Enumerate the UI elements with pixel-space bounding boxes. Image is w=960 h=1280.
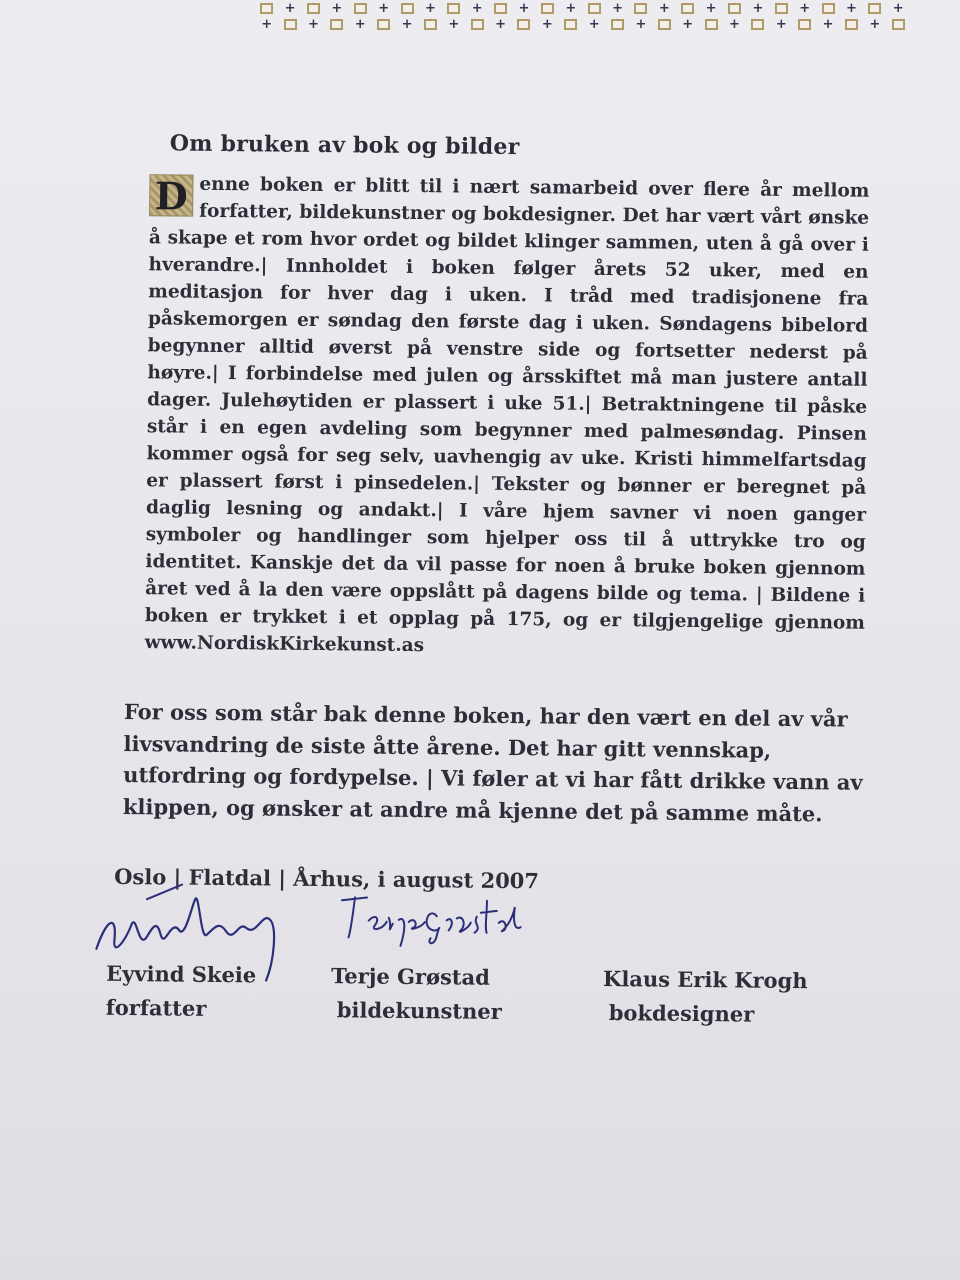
border-ornament xyxy=(629,0,652,16)
border-ornament: + xyxy=(705,0,717,16)
border-ornament xyxy=(372,16,395,32)
border-ornament: + xyxy=(495,16,507,32)
border-ornament xyxy=(582,0,605,16)
border-ornament: + xyxy=(378,0,390,16)
border-ornament xyxy=(723,0,746,16)
intro-paragraph xyxy=(144,170,869,664)
border-ornament xyxy=(676,0,699,16)
border-ornament: + xyxy=(588,16,600,32)
border-ornament xyxy=(770,0,793,16)
border-ornament: + xyxy=(401,16,413,32)
border-ornament: + xyxy=(565,0,577,16)
border-ornament: + xyxy=(682,16,694,32)
border-ornament: + xyxy=(775,16,787,32)
signatory-role: bokdesigner xyxy=(608,1000,755,1027)
signature-terje-grostad xyxy=(336,885,537,957)
closing-paragraph: For oss som står bak denne boken, har den vært en del av vår livsvandring de siste åtte årene. Det har gitt vennskap, utfordring og fordypelse. | Vi føler at vi har fått drikke vann av klippen, og ønsker at andre må kjenne det på samme måte. xyxy=(122,698,863,826)
border-ornament xyxy=(606,16,629,32)
border-ornament: + xyxy=(471,0,483,16)
border-ornament xyxy=(699,16,722,32)
border-ornament: + xyxy=(846,0,857,16)
border-ornament: + xyxy=(612,0,623,16)
border-ornament: + xyxy=(424,0,436,16)
border-ornament: + xyxy=(331,0,343,16)
signatory-2 xyxy=(331,959,503,1029)
signatory-role: bildekunstner xyxy=(336,997,502,1024)
border-ornament: + xyxy=(658,0,670,16)
border-ornament: + xyxy=(822,16,834,32)
border-ornament xyxy=(653,16,676,32)
border-ornament xyxy=(489,0,512,16)
page-title: Om bruken av bok og bilder xyxy=(169,130,520,161)
border-ornament xyxy=(302,0,325,16)
border-ornament xyxy=(349,0,372,16)
border-ornament: + xyxy=(308,16,319,32)
border-ornament: + xyxy=(354,16,366,32)
signatures xyxy=(105,893,862,1051)
border-ornament: + xyxy=(635,16,647,32)
border-ornament xyxy=(255,0,278,16)
border-ornament xyxy=(512,16,535,32)
page-content xyxy=(105,130,870,1051)
signatory-name: Terje Grøstad xyxy=(331,963,491,990)
signatory-role: forfatter xyxy=(105,994,207,1021)
signatory-3 xyxy=(603,962,808,1032)
border-ornament xyxy=(746,16,769,32)
border-ornament xyxy=(536,0,559,16)
border-ornament: + xyxy=(284,0,296,16)
border-ornament xyxy=(419,16,442,32)
border-ornament: + xyxy=(892,0,904,16)
border-ornament xyxy=(793,16,816,32)
border-ornament: + xyxy=(541,16,553,32)
border-ornament: + xyxy=(518,0,530,16)
signatory-name: Klaus Erik Krogh xyxy=(603,966,808,994)
border-ornament xyxy=(816,0,839,16)
border-ornament xyxy=(395,0,418,16)
decorative-border xyxy=(255,0,910,32)
border-ornament xyxy=(325,16,348,32)
border-ornament xyxy=(887,16,910,32)
signatory-1 xyxy=(106,957,257,1027)
border-ornament: + xyxy=(752,0,764,16)
border-ornament: + xyxy=(799,0,811,16)
border-ornament: + xyxy=(261,16,273,32)
border-ornament xyxy=(840,16,863,32)
border-ornament xyxy=(559,16,582,32)
border-ornament xyxy=(863,0,886,16)
border-ornament: + xyxy=(729,16,740,32)
border-ornament xyxy=(442,0,465,16)
signatory-name: Eyvind Skeie xyxy=(106,960,257,988)
border-ornament: + xyxy=(869,16,881,32)
drop-cap: D xyxy=(149,174,193,216)
border-ornament xyxy=(278,16,301,32)
intro-paragraph-text: enne boken er blitt til i nært samarbeid over flere år mellom forfatter, bildekunstner og bokdesigner. Det har vært vårt ønske å skape et rom hvor ordet og bildet klinger sammen, uten å gå over i hverandre.| Innholdet i boken følger årets 52 uker, med en meditasjon for hver dag i uken. I tråd med tradisjonene fra påskemorgen er søndag den første dag i uken. Søndagens bibelord begynner alltid øverst på venstre side og fortsetter nederst på høyre.| I forbindelse med julen og årsskiftet må man justere antall dager. Julehøytiden er plassert i uke 51.| Betraktningene til påske står i en egen avdeling som begynner med palmesøndag. Pinsen kommer også for seg selv, uavhengig av uke. Kristi himmelfartsdag er plassert først i pinsedelen.| Tekster og bønner er beregnet på daglig lesning og andakt.| I våre hjem savner vi noen ganger symboler og handlinger som hjelper oss til å uttrykke tro og identitet. Kanskje det da vil passe for noen å bruke boken gjennom året ved å la den være oppslått på dagens bilde og tema. | Bildene i boken er trykket i et opplag på 175, og er tilgjengelige gjennom www.NordiskKirkekunst.as xyxy=(144,173,870,657)
border-ornament: + xyxy=(448,16,460,32)
border-ornament xyxy=(466,16,489,32)
place-date: Oslo | Flatdal | Århus, i august 2007 xyxy=(114,863,540,894)
